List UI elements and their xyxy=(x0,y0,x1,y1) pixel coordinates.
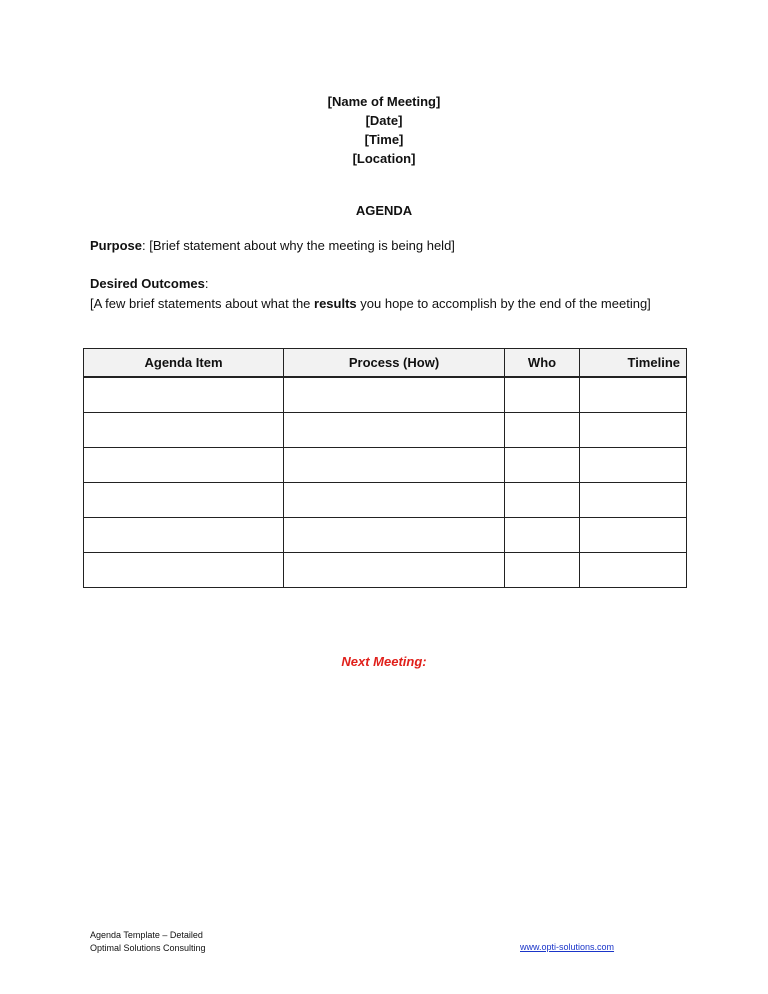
timeline-cell[interactable] xyxy=(580,483,687,518)
who-cell[interactable] xyxy=(505,518,580,553)
outcomes-text-before: [A few brief statements about what the xyxy=(90,296,315,311)
who-cell[interactable] xyxy=(505,377,580,413)
meeting-name: [Name of Meeting] xyxy=(327,94,441,109)
who-cell[interactable] xyxy=(505,413,580,448)
who-cell[interactable] xyxy=(505,483,580,518)
agenda-item-cell[interactable] xyxy=(84,448,284,483)
desired-outcomes-label: Desired Outcomes xyxy=(90,276,205,291)
column-header-process: Process (How) xyxy=(284,349,505,378)
process-cell[interactable] xyxy=(284,413,505,448)
process-cell[interactable] xyxy=(284,518,505,553)
who-cell[interactable] xyxy=(505,553,580,588)
agenda-item-cell[interactable] xyxy=(84,553,284,588)
outcomes-text-after: you hope to accomplish by the end of the meeting] xyxy=(356,296,651,311)
process-cell[interactable] xyxy=(284,483,505,518)
agenda-table xyxy=(83,348,687,588)
table-row xyxy=(84,377,687,413)
footer-left xyxy=(90,929,206,955)
purpose-text: : [Brief statement about why the meeting is being held] xyxy=(142,238,455,253)
desired-outcomes-heading xyxy=(90,276,209,291)
table-row xyxy=(84,483,687,518)
agenda-item-cell[interactable] xyxy=(84,483,284,518)
who-cell[interactable] xyxy=(505,448,580,483)
table-row xyxy=(84,553,687,588)
timeline-cell[interactable] xyxy=(580,377,687,413)
column-header-who: Who xyxy=(505,349,580,378)
meeting-date: [Date] xyxy=(365,113,403,128)
desired-outcomes-colon: : xyxy=(204,276,209,291)
next-meeting-label: Next Meeting: xyxy=(341,654,427,669)
timeline-cell[interactable] xyxy=(580,553,687,588)
purpose-line xyxy=(90,238,455,253)
timeline-cell[interactable] xyxy=(580,448,687,483)
table-row xyxy=(84,413,687,448)
agenda-item-cell[interactable] xyxy=(84,377,284,413)
process-cell[interactable] xyxy=(284,448,505,483)
footer-website-link[interactable]: www.opti-solutions.com xyxy=(520,942,615,952)
process-cell[interactable] xyxy=(284,377,505,413)
outcomes-text-bold: results xyxy=(314,296,357,311)
meeting-location: [Location] xyxy=(352,151,416,166)
agenda-title: AGENDA xyxy=(355,203,413,218)
column-header-timeline: Timeline xyxy=(580,349,687,378)
agenda-item-cell[interactable] xyxy=(84,518,284,553)
timeline-cell[interactable] xyxy=(580,413,687,448)
meeting-header xyxy=(0,92,768,168)
agenda-item-cell[interactable] xyxy=(84,413,284,448)
purpose-label: Purpose xyxy=(90,238,143,253)
timeline-cell[interactable] xyxy=(580,518,687,553)
table-row xyxy=(84,518,687,553)
desired-outcomes-text xyxy=(90,294,678,313)
meeting-time: [Time] xyxy=(364,132,404,147)
table-row xyxy=(84,448,687,483)
footer-template-name: Agenda Template – Detailed xyxy=(90,930,203,940)
footer-company-name: Optimal Solutions Consulting xyxy=(90,943,206,953)
column-header-agenda-item: Agenda Item xyxy=(84,349,284,378)
table-header-row xyxy=(84,349,687,378)
process-cell[interactable] xyxy=(284,553,505,588)
